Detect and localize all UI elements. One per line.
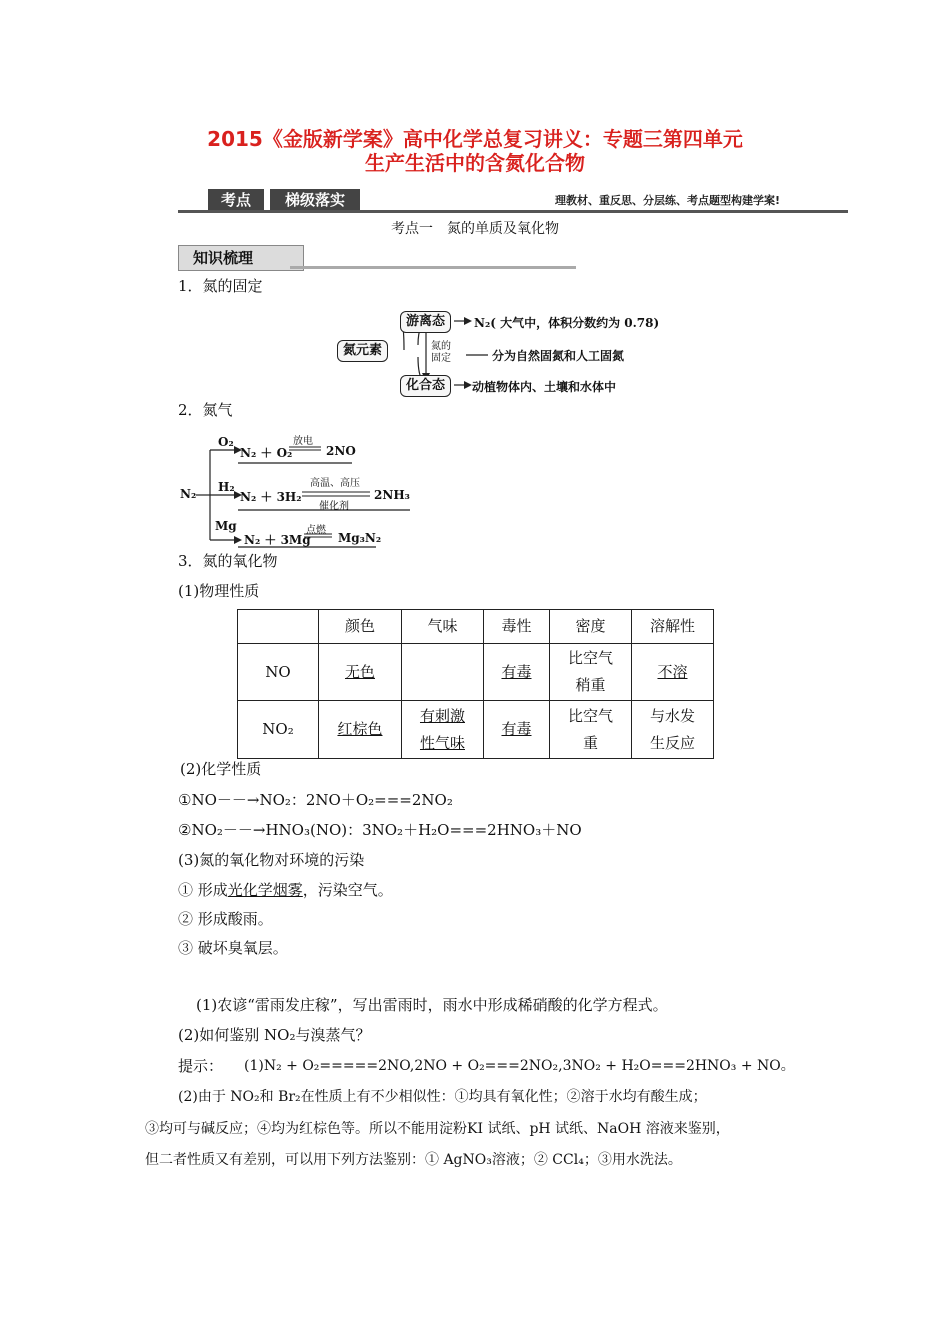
document-title-line2: 生产生活中的含氮化合物 — [365, 151, 585, 175]
r1-reagent: O₂ — [218, 435, 234, 449]
table-cell: 有毒 — [484, 644, 550, 701]
r2-condition-bottom: 催化剂 — [319, 501, 349, 512]
header-tag-tiji: 梯级落实 — [270, 189, 360, 211]
compound-state-desc: 动植物体内、土壤和水体中 — [472, 380, 617, 394]
free-state-desc: N₂( 大气中，体积分数约为 0.78) — [474, 316, 660, 330]
table-cell: 与水发生反应 — [632, 701, 714, 759]
fixation-label-1: 氮的 — [431, 341, 451, 352]
table-cell — [238, 610, 319, 644]
oxides-property-table — [237, 609, 714, 759]
question-1: (1)农谚“雷雨发庄稼”，写出雷雨时，雨水中形成稀硝酸的化学方程式。 — [196, 996, 668, 1014]
hint-text: (1)N₂ + O₂=====2NO,2NO + O₂===2NO₂,3NO₂ + H₂O===2HNO₃ + NO。 — [244, 1058, 795, 1074]
s1-heading: 1．氮的固定 — [178, 277, 263, 295]
r3-reagent: Mg — [215, 519, 237, 533]
answer-2-line1: (2)由于 NO₂和 Br₂在性质上有不少相似性：①均具有氧化性；②溶于水均有酸生成； — [178, 1089, 707, 1105]
chem-property-1: ①NO－－→NO₂：2NO＋O₂===2NO₂ — [178, 791, 453, 809]
header-tag-kaodian: 考点 — [208, 189, 264, 211]
document-title-line1: 2015《金版新学案》高中化学总复习讲义：专题三第四单元 — [207, 127, 743, 151]
table-cell: NO — [238, 644, 319, 701]
table-row — [238, 701, 714, 759]
answer-2-line3: 但二者性质又有差别，可以用下列方法鉴别：① AgNO₃溶液；② CCl₄；③用水洗法。 — [145, 1152, 682, 1168]
r2-eq-left: N₂ ＋ 3H₂ — [240, 490, 302, 504]
r2-reagent: H₂ — [218, 480, 235, 494]
pollution-item-1-post: ，污染空气。 — [302, 881, 393, 899]
header-divider — [178, 210, 848, 213]
table-header: 溶解性 — [632, 610, 714, 644]
table-cell: 有毒 — [484, 701, 550, 759]
pollution-item-2: ② 形成酸雨。 — [178, 910, 273, 928]
table-cell: NO₂ — [238, 701, 319, 759]
table-header: 密度 — [550, 610, 632, 644]
n2-label: N₂ — [180, 487, 197, 501]
table-cell: 红棕色 — [319, 701, 402, 759]
fixation-label-2: 固定 — [431, 353, 451, 364]
question-2: (2)如何鉴别 NO₂与溴蒸气？ — [178, 1026, 371, 1044]
table-cell — [402, 644, 484, 701]
knowledge-divider — [290, 266, 576, 269]
r3-eq-right: Mg₃N₂ — [338, 531, 382, 545]
answer-2-line2: ③均可与碱反应；④均为红棕色等。所以不能用淀粉KI 试纸、pH 试纸、NaOH 溶液来鉴别， — [145, 1121, 730, 1137]
chem-property-2: ②NO₂－－→HNO₃(NO)：3NO₂＋H₂O===2HNO₃＋NO — [178, 821, 582, 839]
table-row — [238, 644, 714, 701]
r1-condition: 放电 — [293, 436, 313, 447]
s3-heading: 3．氮的氧化物 — [178, 552, 278, 570]
hint-label: 提示： — [178, 1057, 224, 1075]
r2-eq-right: 2NH₃ — [374, 488, 410, 502]
table-header-row — [238, 610, 714, 644]
table-cell: 不溶 — [632, 644, 714, 701]
table-cell: 有刺激性气味 — [402, 701, 484, 759]
r3-condition: 点燃 — [306, 525, 326, 536]
table-cell: 比空气重 — [550, 701, 632, 759]
r2-condition-top: 高温、高压 — [310, 478, 360, 489]
table-header: 毒性 — [484, 610, 550, 644]
pollution-item-1-term: 光化学烟雾 — [227, 881, 303, 899]
s2-heading: 2．氮气 — [178, 401, 233, 419]
section-title: 考点一 氮的单质及氧化物 — [391, 221, 559, 237]
node-nitrogen-element: 氮元素 — [337, 340, 388, 362]
table-header: 颜色 — [319, 610, 402, 644]
header-slogan: 理教材、重反思、分层练、考点题型构建学案! — [555, 194, 781, 207]
table-header: 气味 — [402, 610, 484, 644]
r1-eq-right: 2NO — [326, 444, 356, 458]
r3-eq-left: N₂ ＋ 3Mg — [244, 533, 311, 547]
pollution-item-3: ③ 破坏臭氧层。 — [178, 939, 288, 957]
fixation-desc: 分为自然固氮和人工固氮 — [492, 349, 625, 363]
knowledge-box: 知识梳理 — [178, 245, 304, 271]
table-cell: 比空气稍重 — [550, 644, 632, 701]
pollution-item-1-pre: ① 形成 — [178, 881, 228, 899]
pollution-item-1 — [178, 880, 393, 900]
s3-sub3: (3)氮的氧化物对环境的污染 — [178, 851, 365, 869]
table-cell: 无色 — [319, 644, 402, 701]
r1-eq-left: N₂ ＋ O₂ — [240, 446, 293, 460]
s3-sub1: (1)物理性质 — [178, 582, 260, 600]
s3-sub2: (2)化学性质 — [180, 760, 262, 778]
node-free-state: 游离态 — [400, 311, 451, 333]
node-compound-state: 化合态 — [400, 375, 451, 397]
